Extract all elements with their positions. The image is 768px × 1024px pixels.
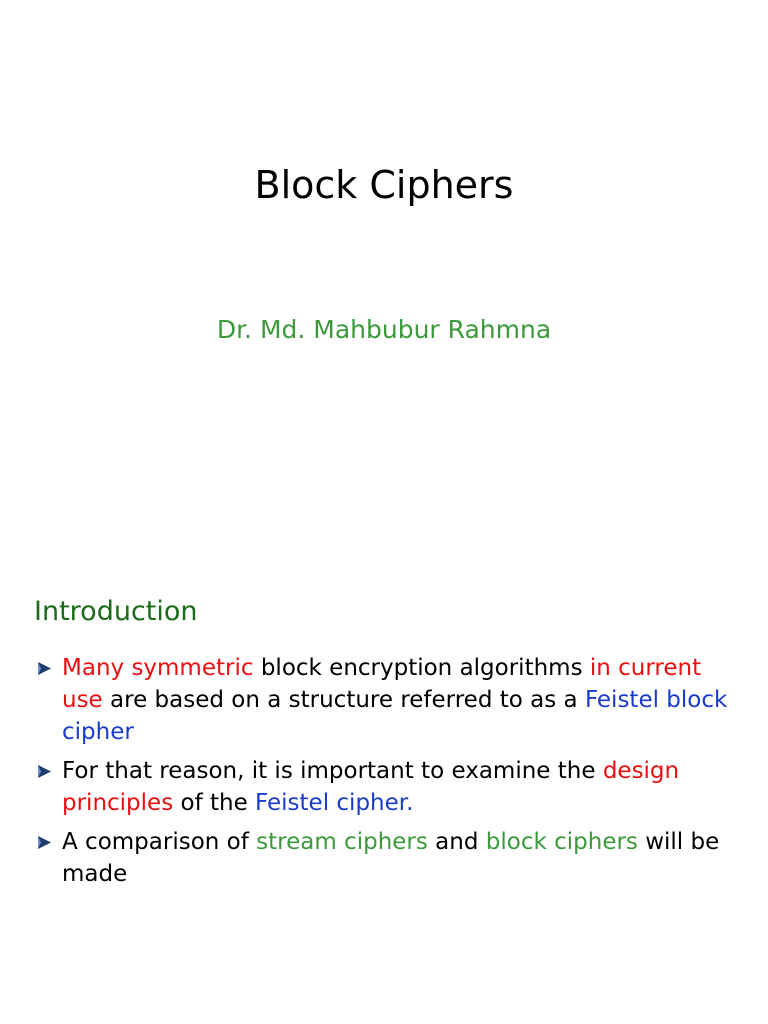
bullet-item — [34, 826, 734, 890]
triangle-bullet-icon — [37, 765, 51, 778]
bullet-text-segment: in current use — [62, 655, 702, 713]
bullet-text-segment: design principles — [62, 758, 680, 816]
bullet-list — [34, 652, 734, 897]
bullet-text-segment: block ciphers — [485, 829, 638, 855]
bullet-text-segment: and — [427, 829, 486, 855]
section-heading: Introduction — [34, 596, 198, 627]
bullet-text-segment: Feistel cipher. — [255, 790, 414, 816]
triangle-bullet-icon — [37, 662, 51, 675]
bullet-item — [34, 652, 734, 748]
bullet-item — [34, 755, 734, 819]
triangle-bullet-icon — [37, 836, 51, 849]
bullet-text-segment: For that reason, it is important to examine the — [62, 758, 603, 784]
bullet-text-segment: of the — [173, 790, 256, 816]
bullet-text-segment: block encryption algorithms — [253, 655, 590, 681]
slide-title: Block Ciphers — [254, 163, 514, 207]
author-name: Dr. Md. Mahbubur Rahmna — [216, 315, 552, 344]
bullet-text-segment: will be made — [62, 829, 720, 887]
bullet-text-segment: Many symmetric — [62, 655, 254, 681]
bullet-text-segment: stream ciphers — [256, 829, 428, 855]
bullet-text-segment: Feistel block cipher — [62, 687, 728, 745]
bullet-text-segment: A comparison of — [62, 829, 257, 855]
bullet-text-segment: are based on a structure referred to as a — [102, 687, 585, 713]
